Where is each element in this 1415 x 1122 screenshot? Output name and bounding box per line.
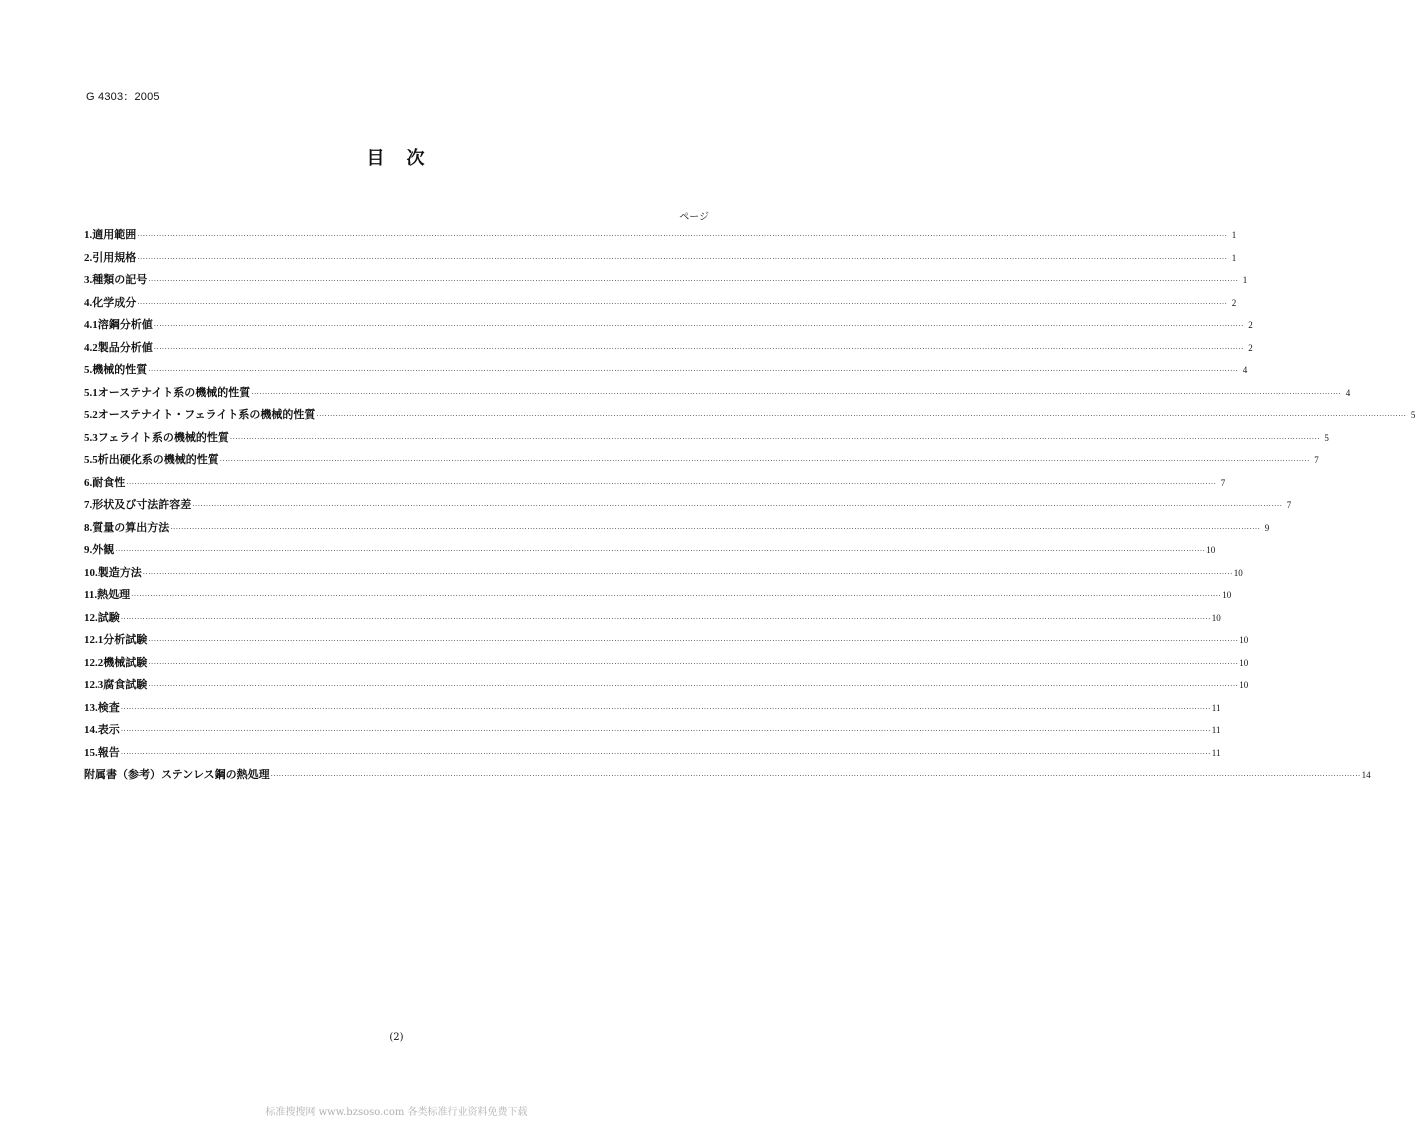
toc-leader-dots: ················································································································································································································································································································································································································ [270, 772, 1361, 780]
toc-entry[interactable] [84, 249, 1237, 272]
toc-entry-page: 10 [1239, 657, 1249, 668]
toc-leader-dots: ················································································································································································································································································································································································································ [219, 457, 1310, 465]
toc-entry-number: 5.3 [84, 431, 98, 444]
page-column-label: ページ [679, 212, 709, 223]
toc-entry-number: 12.3 [84, 679, 104, 691]
toc-entry-page: 10 [1211, 612, 1221, 623]
toc-entry-label: 機械試験 [103, 655, 148, 669]
toc-entry-number: 12. [84, 611, 98, 624]
toc-entry-number: 4.2 [84, 341, 98, 354]
toc-entry-label: 溶鋼分析値 [97, 318, 153, 331]
toc-entry-page: 7 [1314, 455, 1319, 465]
toc-leader-dots: ················································································································································································································································································································································································································ [153, 344, 1244, 353]
toc-leader-dots: ················································································································································································································································································································································································································ [192, 502, 1283, 510]
toc-entry-label: 表示 [97, 723, 120, 736]
toc-entry-label: 化学成分 [92, 295, 137, 309]
toc-entry-label: 機械的性質 [92, 363, 148, 376]
toc-entry-page: 10 [1233, 567, 1243, 578]
toc-entry[interactable] [84, 316, 1253, 339]
toc-leader-dots: ················································································································································································································································································································································································································ [120, 727, 1211, 735]
standard-id: G 4303：2005 [86, 91, 160, 103]
toc-entry-number: 5. [84, 364, 93, 376]
toc-entry-number: 5.2 [84, 409, 98, 421]
toc-entry-number: 4.1 [84, 319, 98, 331]
toc-entry[interactable] [84, 631, 1249, 654]
toc-leader-dots: ················································································································································································································································································································································································································ [148, 682, 1239, 690]
toc-entry-page: 11 [1211, 747, 1221, 758]
toc-entry-number: 12.2 [84, 656, 104, 669]
toc-leader-dots: ················································································································································································································································································································································································································ [131, 592, 1222, 600]
toc-entry[interactable] [84, 586, 1232, 609]
toc-entry-number: 3. [84, 274, 93, 286]
toc-leader-dots: ················································································································································································································································································································································································································ [170, 524, 1261, 533]
toc-entry-label: 外観 [92, 543, 115, 556]
toc-entry[interactable] [84, 271, 1248, 294]
toc-entry-label: 分析試験 [103, 633, 148, 646]
toc-entry-label: 適用範囲 [92, 228, 137, 241]
toc-entry-page: 10 [1239, 635, 1249, 645]
toc-entry[interactable] [84, 744, 1221, 767]
toc-entry[interactable] [84, 451, 1319, 474]
toc-entry-number: 2. [84, 251, 93, 264]
toc-leader-dots: ················································································································································································································································································································································································································ [120, 704, 1211, 713]
toc-leader-dots: ················································································································································································································································································································································································································ [148, 367, 1239, 375]
toc-entry-number: 14. [84, 724, 98, 736]
toc-entry-number: 4. [84, 296, 93, 309]
toc-entry-page: 1 [1231, 252, 1237, 263]
toc-entry-number: 11. [84, 589, 98, 601]
toc-entry-number: 10. [84, 566, 98, 579]
toc-leader-dots: ················································································································································································································································································································································································································ [137, 299, 1228, 308]
toc-entry-page: 7 [1220, 477, 1226, 488]
toc-entry-label: 耐食性 [92, 475, 126, 489]
toc-entry[interactable] [84, 721, 1221, 744]
toc-leader-dots: ················································································································································································································································································································································································································ [229, 434, 1320, 443]
toc-entry-label: 報告 [97, 745, 120, 759]
footer-page-number: (2) [389, 1032, 404, 1043]
toc-entry[interactable] [84, 676, 1249, 699]
toc-entry-page: 4 [1242, 365, 1248, 375]
toc-entry[interactable] [84, 699, 1221, 722]
toc-entry-number: 1. [84, 229, 93, 241]
toc-entry-number: 12.1 [84, 634, 104, 646]
toc-entry-label: 形状及び寸法許容差 [92, 498, 192, 511]
toc-entry[interactable] [84, 564, 1243, 587]
toc-leader-dots: ················································································································································································································································································································································································································ [120, 614, 1211, 623]
toc-leader-dots: ················································································································································································································································································································································································································ [126, 479, 1217, 488]
toc-entry-page: 11 [1211, 725, 1221, 735]
toc-entry[interactable] [84, 339, 1253, 362]
toc-entry[interactable] [84, 519, 1270, 542]
toc-entry-label: 試験 [97, 610, 120, 624]
toc-leader-dots: ················································································································································································································································································································································································································ [148, 637, 1239, 645]
toc-entry[interactable] [84, 294, 1237, 317]
toc-leader-dots: ················································································································································································································································································································································································································ [142, 569, 1233, 578]
toc-entry-page: 14 [1361, 770, 1371, 780]
toc-entry-page: 1 [1231, 230, 1237, 240]
toc-entry-label: 質量の算出方法 [92, 520, 170, 534]
toc-entry-label: 引用規格 [92, 250, 137, 264]
toc-entry-page: 10 [1206, 545, 1216, 555]
toc-entry[interactable] [84, 654, 1249, 677]
toc-entry-page: 2 [1248, 320, 1253, 330]
toc-entry-label: 製造方法 [97, 565, 142, 579]
toc-entry[interactable] [84, 361, 1248, 384]
toc-leader-dots: ················································································································································································································································································································································································································ [148, 659, 1239, 668]
toc-entry-label: オーステナイト・フェライト系の機械的性質 [97, 408, 316, 421]
toc-entry-page: 10 [1239, 680, 1249, 690]
toc-entry-number: 6. [84, 476, 93, 489]
toc-entry[interactable] [84, 429, 1329, 452]
toc-entry-page: 11 [1211, 702, 1221, 713]
toc-entry-label: 種類の記号 [92, 273, 148, 286]
toc-leader-dots: ················································································································································································································································································································································································································ [115, 547, 1206, 555]
toc-leader-dots: ················································································································································································································································································································································································································ [316, 412, 1407, 420]
toc-entry[interactable] [84, 609, 1221, 632]
page-title: 目 次 [366, 148, 427, 169]
toc-entry-number: 9. [84, 544, 93, 556]
toc-entry[interactable] [84, 226, 1237, 249]
toc-entry-number: 5.1 [84, 386, 98, 399]
toc-entry-page: 2 [1248, 342, 1253, 353]
table-of-contents [84, 226, 1415, 789]
toc-entry-label: 製品分析値 [97, 340, 153, 354]
toc-entry-number: 15. [84, 746, 98, 759]
toc-entry-number: 7. [84, 499, 93, 511]
toc-entry-label: 析出硬化系の機械的性質 [97, 453, 219, 466]
toc-entry-label: オーステナイト系の機械的性質 [97, 385, 251, 399]
toc-entry-page: 5 [1410, 410, 1415, 420]
toc-leader-dots: ················································································································································································································································································································································································································ [153, 322, 1244, 330]
toc-entry-page: 7 [1286, 500, 1292, 510]
toc-entry-label: 熱処理 [97, 588, 131, 601]
toc-entry[interactable] [84, 766, 1371, 789]
toc-entry-number: 5.5 [84, 454, 98, 466]
toc-entry-page: 5 [1324, 432, 1329, 443]
toc-entry[interactable] [84, 474, 1226, 497]
toc-entry-number: 13. [84, 701, 98, 714]
toc-entry-number: 8. [84, 521, 93, 534]
toc-entry-page: 4 [1345, 387, 1351, 398]
toc-entry-page: 2 [1231, 297, 1237, 308]
watermark: 标准搜搜网 www.bzsoso.com 各类标准行业资料免费下载 [265, 1107, 528, 1118]
toc-entry[interactable] [84, 406, 1415, 429]
toc-entry[interactable] [84, 496, 1292, 519]
toc-entry-label: 附属書（参考）ステンレス鋼の熱処理 [84, 768, 270, 781]
toc-entry-page: 10 [1222, 590, 1232, 600]
toc-leader-dots: ················································································································································································································································································································································································································ [251, 389, 1342, 398]
toc-entry-label: フェライト系の機械的性質 [97, 430, 229, 444]
toc-leader-dots: ················································································································································································································································································································································································································ [137, 254, 1228, 263]
toc-leader-dots: ················································································································································································································································································································································································································ [148, 277, 1239, 285]
toc-entry-page: 1 [1242, 275, 1248, 285]
toc-entry-page: 9 [1264, 522, 1270, 533]
toc-leader-dots: ················································································································································································································································································································································································································ [120, 749, 1211, 758]
toc-entry-label: 腐食試験 [103, 678, 148, 691]
toc-entry[interactable] [84, 384, 1351, 407]
toc-entry[interactable] [84, 541, 1216, 564]
toc-entry-label: 検査 [97, 700, 120, 714]
toc-leader-dots: ················································································································································································································································································································································································································ [137, 232, 1228, 240]
